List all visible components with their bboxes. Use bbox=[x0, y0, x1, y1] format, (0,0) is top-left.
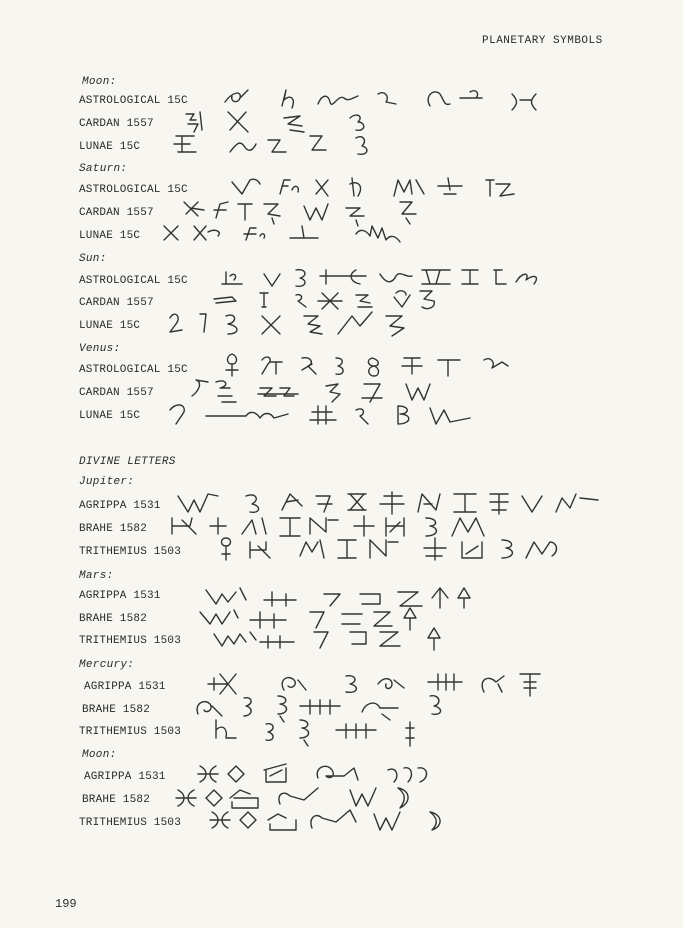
source-label: TRITHEMIUS 1503 bbox=[79, 817, 182, 829]
source-label: CARDAN 1557 bbox=[79, 207, 154, 219]
source-label: TRITHEMIUS 1503 bbox=[79, 726, 182, 738]
source-label: CARDAN 1557 bbox=[79, 387, 154, 399]
source-label: AGRIPPA 1531 bbox=[79, 500, 161, 512]
source-label: LUNAE 15C bbox=[79, 320, 141, 332]
source-label: BRAHE 1582 bbox=[82, 794, 151, 806]
section-heading-mars: Mars: bbox=[79, 570, 114, 582]
source-label: TRITHEMIUS 1503 bbox=[79, 546, 182, 558]
source-label: BRAHE 1582 bbox=[79, 613, 148, 625]
source-label: LUNAE 15C bbox=[79, 141, 141, 153]
symbol-drawings bbox=[160, 216, 420, 246]
symbol-drawings bbox=[210, 712, 450, 742]
section-heading-moon: Moon: bbox=[82, 76, 117, 88]
symbol-drawings bbox=[170, 130, 400, 160]
source-label: AGRIPPA 1531 bbox=[84, 771, 166, 783]
symbol-drawings bbox=[210, 622, 450, 652]
symbol-drawings bbox=[166, 396, 486, 426]
page-number: 199 bbox=[55, 897, 77, 911]
symbol-drawings bbox=[206, 802, 466, 832]
source-label: AGRIPPA 1531 bbox=[84, 681, 166, 693]
source-label: BRAHE 1582 bbox=[82, 704, 151, 716]
source-label: TRITHEMIUS 1503 bbox=[79, 635, 182, 647]
section-heading-sun: Sun: bbox=[79, 253, 107, 265]
source-label: LUNAE 15C bbox=[79, 410, 141, 422]
section-heading-venus: Venus: bbox=[79, 343, 121, 355]
section-heading-saturn: Saturn: bbox=[79, 163, 128, 175]
source-label: CARDAN 1557 bbox=[79, 297, 154, 309]
symbol-drawings bbox=[214, 532, 604, 562]
source-label: ASTROLOGICAL 15C bbox=[79, 184, 188, 196]
running-head: PLANETARY SYMBOLS bbox=[482, 35, 603, 47]
source-label: ASTROLOGICAL 15C bbox=[79, 364, 188, 376]
source-label: BRAHE 1582 bbox=[79, 523, 148, 535]
symbol-drawings bbox=[164, 306, 424, 336]
source-label: AGRIPPA 1531 bbox=[79, 590, 161, 602]
section-heading-mercury: Mercury: bbox=[79, 659, 135, 671]
source-label: ASTROLOGICAL 15C bbox=[79, 95, 188, 107]
source-label: CARDAN 1557 bbox=[79, 118, 154, 130]
divine-letters-title: DIVINE LETTERS bbox=[79, 456, 176, 468]
source-label: LUNAE 15C bbox=[79, 230, 141, 242]
source-label: ASTROLOGICAL 15C bbox=[79, 275, 188, 287]
section-heading-moon-divine: Moon: bbox=[82, 749, 117, 761]
section-heading-jupiter: Jupiter: bbox=[79, 476, 135, 488]
